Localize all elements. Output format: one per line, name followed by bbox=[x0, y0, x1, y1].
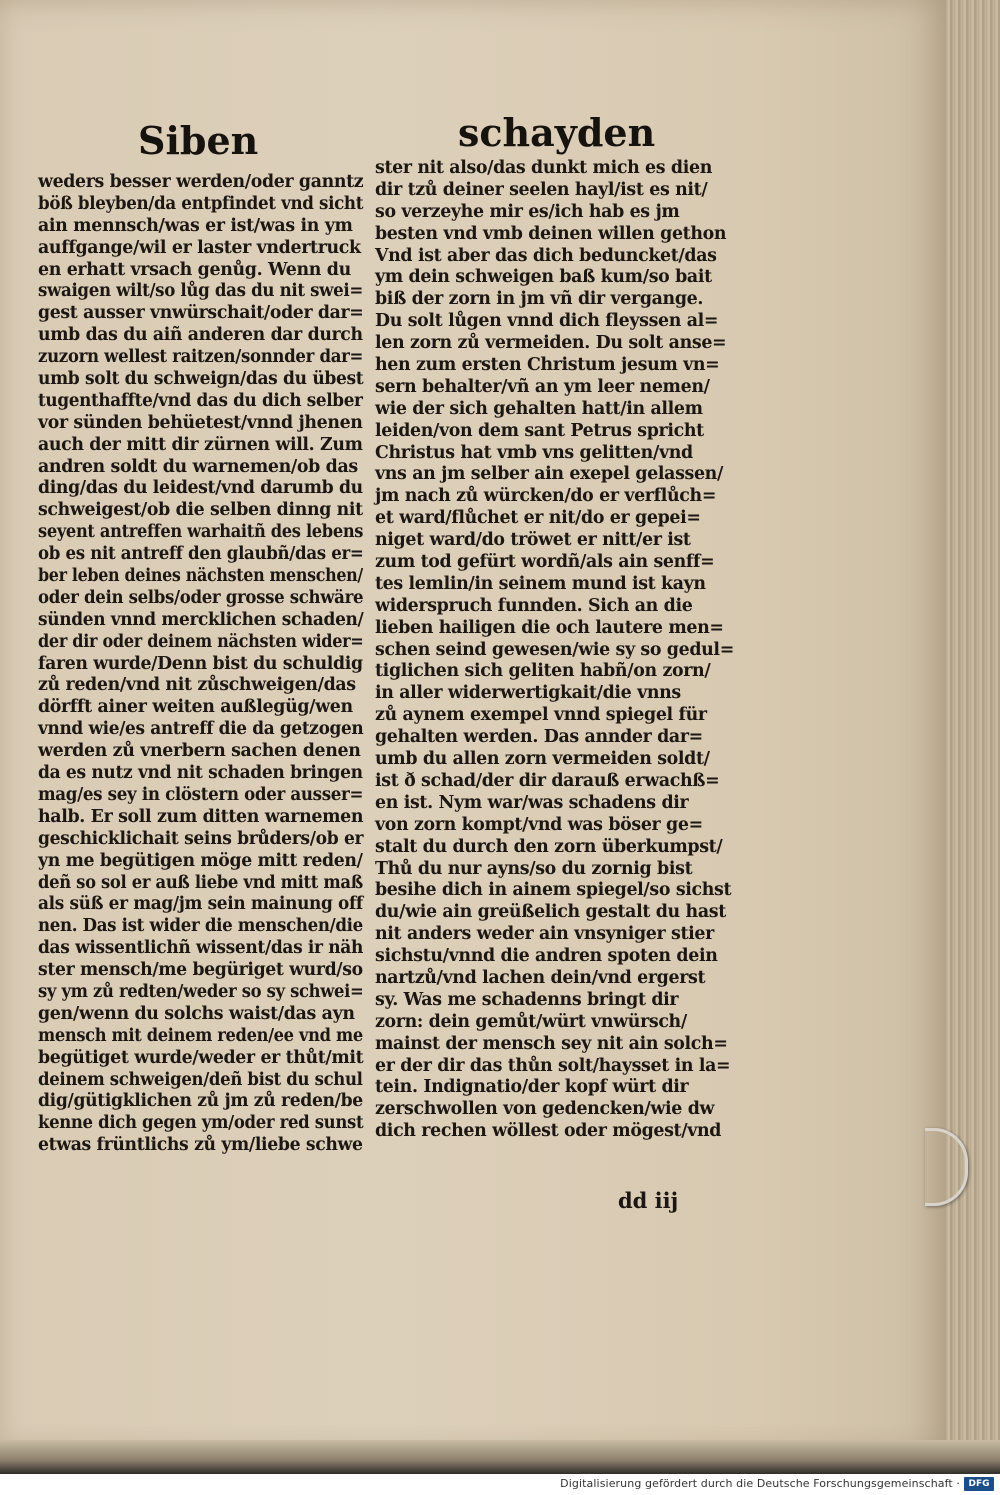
text-line: umb du allen zorn vermeiden soldt/ bbox=[375, 749, 710, 770]
text-column-right bbox=[375, 158, 734, 1143]
text-line: dich rechen wöllest oder mögest/vnd bbox=[375, 1121, 722, 1142]
text-line: ber leben deines nächsten menschen/ bbox=[38, 566, 363, 587]
text-line: kenne dich gegen ym/oder red sunst bbox=[38, 1113, 364, 1134]
text-line: zů aynem exempel vnnd spiegel für bbox=[375, 705, 707, 726]
text-line: umb solt du schweign/das du übest bbox=[38, 369, 364, 390]
text-line: ist ð schad/der dir darauß erwachß= bbox=[375, 770, 720, 791]
text-line: er der dir das thůn solt/haysset in la= bbox=[375, 1055, 731, 1076]
text-line: halb. Er soll zum ditten warnemen bbox=[38, 806, 364, 827]
text-line: sy. Was me schadenns bringt dir bbox=[375, 989, 679, 1010]
text-line: mainst der mensch sey nit ain solch= bbox=[375, 1033, 728, 1054]
text-line: dig/gütigklichen zů jm zů reden/be bbox=[38, 1091, 363, 1112]
text-line: lieben hailigen die och lautere men= bbox=[375, 617, 724, 638]
text-line: ster mensch/me begüriget wurd/so bbox=[38, 960, 363, 981]
text-line: böß bleyben/da entpfindet vnd sicht bbox=[38, 193, 364, 214]
text-line: deinem schweigen/deñ bist du schul bbox=[38, 1069, 363, 1090]
signature-mark: dd iij bbox=[618, 1188, 679, 1213]
text-line: so verzeyhe mir es/ich hab es jm bbox=[375, 201, 680, 222]
text-line: weders besser werden/oder ganntz bbox=[38, 172, 364, 192]
text-line: schen seind gewesen/wie sy so gedul= bbox=[375, 639, 734, 660]
text-line: zorn: dein gemůt/würt vnwürsch/ bbox=[375, 1011, 687, 1032]
text-line: yn me begütigen möge mitt reden/ bbox=[38, 850, 363, 871]
text-line: Vnd ist aber das dich beduncket/das bbox=[375, 245, 717, 266]
text-line: zuzorn wellest raitzen/sonnder dar= bbox=[38, 347, 364, 368]
text-line: andren soldt du warnemen/ob das bbox=[38, 456, 358, 477]
text-line: dörfft ainer weiten außlegüg/wen bbox=[38, 697, 353, 718]
text-line: schweigest/ob die selben dinng nit bbox=[38, 500, 363, 521]
text-line: tes lemlin/in seinem mund ist kayn bbox=[375, 573, 706, 594]
text-line: auch der mitt dir zürnen will. Zum bbox=[38, 434, 363, 455]
text-line: nen. Das ist wider die menschen/die bbox=[38, 916, 363, 937]
text-line: sichstu/vnnd die andren spoten dein bbox=[375, 946, 718, 967]
text-line: sy ym zů redten/weder so sy schwei= bbox=[38, 981, 364, 1002]
text-line: dir tzů deiner seelen hayl/ist es nit/ bbox=[375, 179, 708, 200]
text-line: oder dein selbs/oder grosse schwäre bbox=[38, 587, 364, 608]
text-line: als süß er mag/jm sein mainung off bbox=[38, 894, 363, 915]
text-line: Du solt lůgen vnnd dich fleyssen al= bbox=[375, 311, 719, 332]
text-line: ster nit also/das dunkt mich es dien bbox=[375, 158, 712, 178]
text-line: tugenthaffte/vnd das du dich selber bbox=[38, 390, 363, 411]
text-line: vnnd wie/es antreff die da getzogen bbox=[38, 719, 364, 740]
page-bottom-edge bbox=[0, 1440, 1000, 1474]
text-line: vor sünden behüetest/vnnd jhenen bbox=[38, 412, 363, 433]
text-line: begütiget wurde/weder er thůt/mit bbox=[38, 1047, 364, 1068]
text-line: mensch mit deinem reden/ee vnd me bbox=[38, 1025, 363, 1046]
funding-credit: Digitalisierung gefördert durch die Deutsche Forschungsgemeinschaft · bbox=[560, 1477, 960, 1490]
text-line: zů reden/vnd nit zůschweigen/das bbox=[38, 675, 356, 696]
text-line: vns an jm selber ain exepel gelassen/ bbox=[375, 464, 723, 485]
text-line: du/wie ain greüßelich gestalt du hast bbox=[375, 902, 726, 923]
text-column-left bbox=[38, 172, 393, 1157]
text-line: seyent antreffen warhaitñ des lebens bbox=[38, 522, 364, 543]
text-line: zum tod gefürt wordñ/als ain senff= bbox=[375, 552, 715, 573]
text-line: in aller widerwertigkait/die vnns bbox=[375, 683, 681, 704]
text-line: der dir oder deinem nächsten wider= bbox=[38, 631, 364, 652]
text-line: besten vnd vmb deinen willen gethon bbox=[375, 223, 727, 244]
text-line: ob es nit antreff den glaubñ/das er= bbox=[38, 544, 364, 565]
dfg-logo[interactable]: DFG bbox=[964, 1477, 994, 1491]
text-line: besihe dich in ainem spiegel/so sichst bbox=[375, 880, 732, 901]
text-line: leiden/von dem sant Petrus spricht bbox=[375, 420, 704, 441]
text-line: swaigen wilt/so lůg das du nit swei= bbox=[38, 281, 363, 302]
text-line: stalt du durch den zorn überkumpst/ bbox=[375, 836, 723, 857]
text-line: ding/das du leidest/vnd darumb du bbox=[38, 478, 363, 499]
text-line: hen zum ersten Christum jesum vn= bbox=[375, 355, 720, 376]
text-line: wie der sich gehalten hatt/in allem bbox=[375, 398, 703, 419]
text-line: sern behalter/vñ an ym leer nemen/ bbox=[375, 376, 710, 397]
text-line: ain mennsch/was er ist/was in ym bbox=[38, 215, 353, 236]
text-line: da es nutz vnd nit schaden bringen bbox=[38, 763, 363, 784]
text-line: mag/es sey in clöstern oder ausser= bbox=[38, 784, 364, 805]
text-line: et ward/flůchet er nit/do er gepei= bbox=[375, 508, 701, 529]
running-head-right: schayden bbox=[458, 110, 656, 155]
text-line: niget ward/do tröwet er nitt/er ist bbox=[375, 530, 691, 551]
text-line: auffgange/wil er laster vndertruck bbox=[38, 237, 361, 258]
text-line: deñ so sol er auß liebe vnd mitt maß bbox=[38, 872, 363, 893]
footer-bar bbox=[0, 1474, 1000, 1495]
text-line: tiglichen sich geliten habñ/on zorn/ bbox=[375, 661, 711, 682]
text-line: gen/wenn du solchs waist/das ayn bbox=[38, 1003, 355, 1024]
text-line: geschicklichait seins brůders/ob er bbox=[38, 828, 364, 849]
text-line: en erhatt vrsach genůg. Wenn du bbox=[38, 259, 351, 280]
text-line: tein. Indignatio/der kopf würt dir bbox=[375, 1077, 689, 1098]
text-line: jm nach zů würcken/do er verflůch= bbox=[375, 486, 717, 507]
text-line: gehalten werden. Das annder dar= bbox=[375, 727, 703, 748]
text-line: faren wurde/Denn bist du schuldig bbox=[38, 653, 363, 674]
text-line: gest ausser vnwürschait/oder dar= bbox=[38, 303, 364, 324]
text-line: werden zů vnerbern sachen denen bbox=[38, 741, 361, 762]
text-line: Thů du nur ayns/so du zornig bist bbox=[375, 858, 693, 879]
text-line: en ist. Nym war/was schadens dir bbox=[375, 792, 689, 813]
running-head-left: Siben bbox=[138, 118, 259, 163]
text-line: nartzů/vnd lachen dein/vnd ergerst bbox=[375, 967, 706, 988]
text-line: len zorn zů vermeiden. Du solt anse= bbox=[375, 333, 727, 354]
text-line: widerspruch funnden. Sich an die bbox=[375, 595, 693, 616]
text-line: umb das du aiñ anderen dar durch bbox=[38, 325, 363, 346]
text-line: sünden vnnd mercklichen schaden/ bbox=[38, 609, 364, 630]
text-line: Christus hat vmb vns gelitten/vnd bbox=[375, 442, 693, 463]
text-line: zerschwollen von gedencken/wie dw bbox=[375, 1099, 715, 1120]
page-edge-leaves bbox=[946, 0, 1000, 1458]
text-line: etwas früntlichs zů ym/liebe schwe bbox=[38, 1135, 363, 1156]
text-line: das wissentlichñ wissent/das ir näh bbox=[38, 938, 364, 959]
text-line: biß der zorn in jm vñ dir vergange. bbox=[375, 289, 704, 310]
text-line: nit anders weder ain vnsyniger stier bbox=[375, 924, 714, 945]
text-line: von zorn kompt/vnd was böser ge= bbox=[375, 814, 703, 835]
text-line: ym dein schweigen baß kum/so bait bbox=[375, 267, 712, 288]
